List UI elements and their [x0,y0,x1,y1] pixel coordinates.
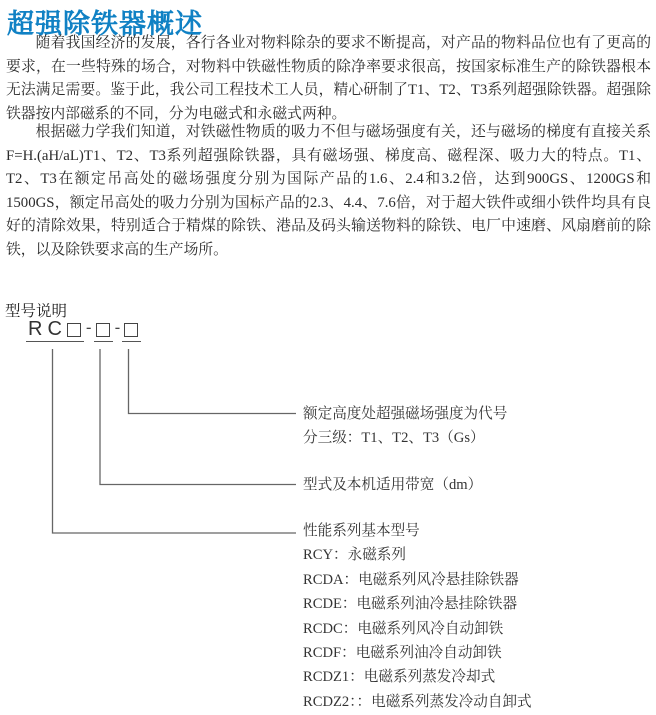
model-code-placeholder-box-3 [124,323,138,337]
connector-line-field1 [53,349,297,533]
callout-field3-line1: 额定高度处超强磁场强度为代号 [303,406,508,422]
callout-field2: 型式及本机适用带宽（dm） [303,477,483,493]
series-list-item: RCDE：电磁系列油冷悬挂除铁器 [303,596,518,613]
model-code [26,318,141,342]
model-code-separator-2: - [114,318,121,337]
model-code-separator-1: - [85,318,92,337]
page-title: 超强除铁器概述 [7,9,203,39]
series-list-item: RCDZ1：电磁系列蒸发冷却式 [303,669,496,686]
connector-line-field3 [129,349,297,414]
model-section-heading: 型号说明 [5,303,68,320]
model-code-placeholder-box-2 [96,323,110,337]
intro-paragraph-1: 随着我国经济的发展，各行各业对物料除杂的要求不断提高，对产品的物料品位也有了更高的要求，在一些特殊的场合，对物料中铁磁性物质的除净率要求很高，按国家标准生产的除铁器根本无法满足需要。鉴于此，我公司工程技术工人员，精心研制了T1、T2、T3系列超强除铁器。超强除铁器按内部磁系的不同，分为电磁式和永磁式两种。 [6,35,651,122]
callout-field3 [303,402,507,450]
series-list-item: RCDZ2：：电磁系列蒸发冷动自卸式 [303,693,532,710]
series-list-item: RCY：永磁系列 [303,547,406,564]
series-list-item: RCDF：电磁系列油冷自动卸铁 [303,645,502,662]
model-code-prefix: RC [28,318,67,340]
callout-field3-line2: 分三级：T1、T2、T3（Gs） [303,430,485,446]
series-list-item: RCDC：电磁系列风冷自动卸铁 [303,620,504,637]
model-code-segment-grade [122,323,141,342]
model-code-placeholder-box-1 [67,323,81,337]
model-code-segment-bandwidth [94,323,113,342]
callout-field1-title: 性能系列基本型号 [303,523,420,539]
series-list-item: RCDA：电磁系列风冷悬挂除铁器 [303,571,519,588]
intro-paragraph-2: 根据磁力学我们知道，对铁磁性物质的吸力不但与磁场强度有关，还与磁场的梯度有直接关系F=H.(aH/aL)T1、T2、T3系列超强除铁器，具有磁场强、梯度高、磁程深、吸力大的特点。T1、T2、T3在额定吊高处的磁场强度分别为国际产品的1.6、2.4和3.2倍，达到900GS、1200GS和1500GS，额定吊高处的吸力分别为国标产品的2.3、4.4、7.6倍，对于超大铁件或细小铁件均具有良好的清除效果，特别适合于精煤的除铁、港品及码头输送物料的除铁、电厂中速磨、风扇磨前的除铁，以及除铁要求高的生产场所。 [6,124,651,258]
connector-line-field2 [100,349,296,485]
model-code-segment-series [26,318,84,342]
callout-field1 [303,519,532,714]
